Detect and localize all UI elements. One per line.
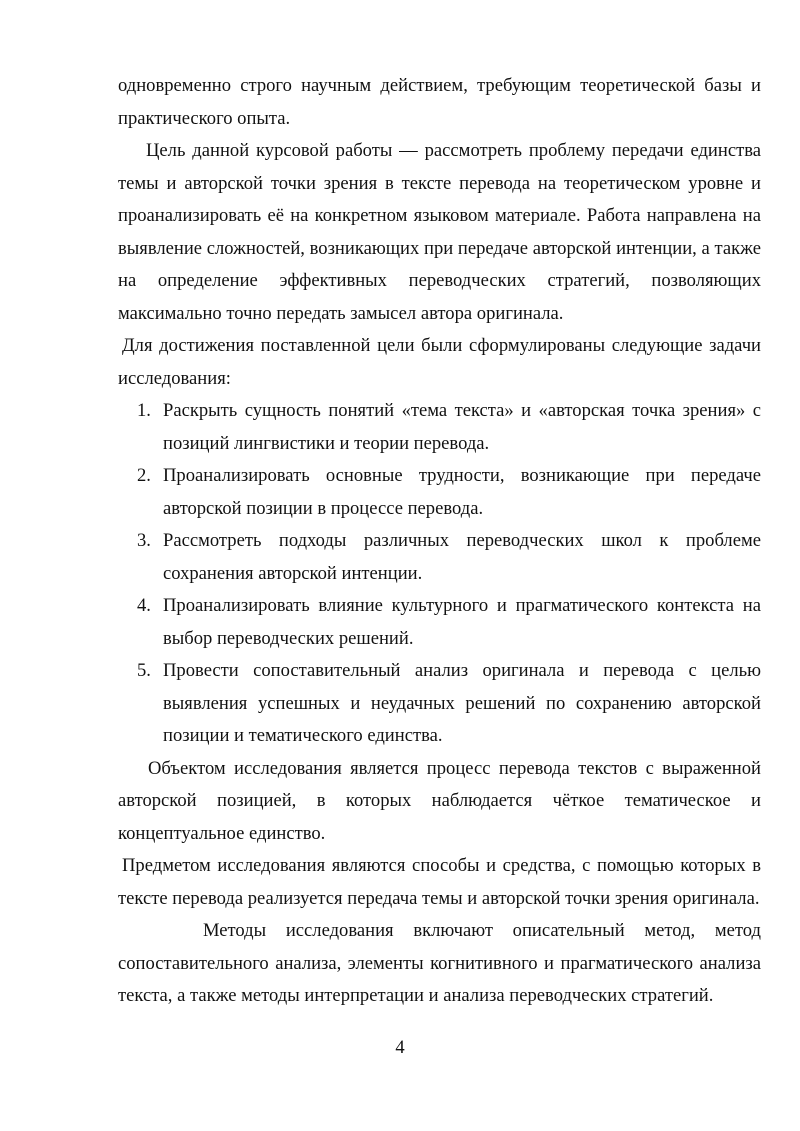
list-item: [118, 460, 761, 525]
task-list: [118, 395, 761, 753]
paragraph-continuation: одновременно строго научным действием, требующим теоретической базы и практического опыта.: [118, 75, 761, 129]
list-item-number: 1.: [137, 400, 151, 421]
paragraph-goal: Цель данной курсовой работы — рассмотреть проблему передачи единства темы и авторской точки зрения в тексте перевода на теоретическом уровне и проанализировать её на конкретном языковом материале. Работа направлена на выявление сложностей, возникающих при передаче авторской интенции, а также на определение эффективных переводческих стратегий, позволяющих максимально точно передать замысел автора оригинала.: [118, 140, 761, 324]
list-item: [118, 395, 761, 460]
page-number: 4: [395, 1037, 405, 1058]
list-item-text: Проанализировать основные трудности, возникающие при передаче авторской позиции в процессе перевода.: [163, 465, 761, 519]
list-item: [118, 590, 761, 655]
list-item-text: Проанализировать влияние культурного и прагматического контекста на выбор переводческих решений.: [163, 595, 761, 649]
list-item-number: 3.: [137, 530, 151, 551]
list-item-text: Провести сопоставительный анализ оригинала и перевода с целью выявления успешных и неудачных решений по сохранению авторской позиции и тематического единства.: [163, 660, 761, 746]
list-item-number: 2.: [137, 465, 151, 486]
paragraph-subject: Предметом исследования являются способы и средства, с помощью которых в тексте перевода реализуется передача темы и авторской точки зрения оригинала.: [118, 855, 761, 909]
list-item: [118, 655, 761, 753]
paragraph-tasks-intro: Для достижения поставленной цели были сформулированы следующие задачи исследования:: [118, 335, 761, 389]
list-item: [118, 525, 761, 590]
paragraph-object: Объектом исследования является процесс перевода текстов с выраженной авторской позицией, в которых наблюдается чёткое тематическое и концептуальное единство.: [118, 757, 761, 844]
paragraph-methods: Методы исследования включают описательный метод, метод сопоставительного анализа, элементы когнитивного и прагматического анализа текста, а также методы интерпретации и анализа переводческих стратегий.: [118, 920, 761, 1006]
body-text: [118, 70, 761, 1013]
list-item-number: 4.: [137, 595, 151, 616]
list-item-text: Раскрыть сущность понятий «тема текста» и «авторская точка зрения» с позиций лингвистики и теории перевода.: [163, 400, 761, 454]
list-item-text: Рассмотреть подходы различных переводческих школ к проблеме сохранения авторской интенции.: [163, 530, 761, 584]
list-item-number: 5.: [137, 660, 151, 681]
